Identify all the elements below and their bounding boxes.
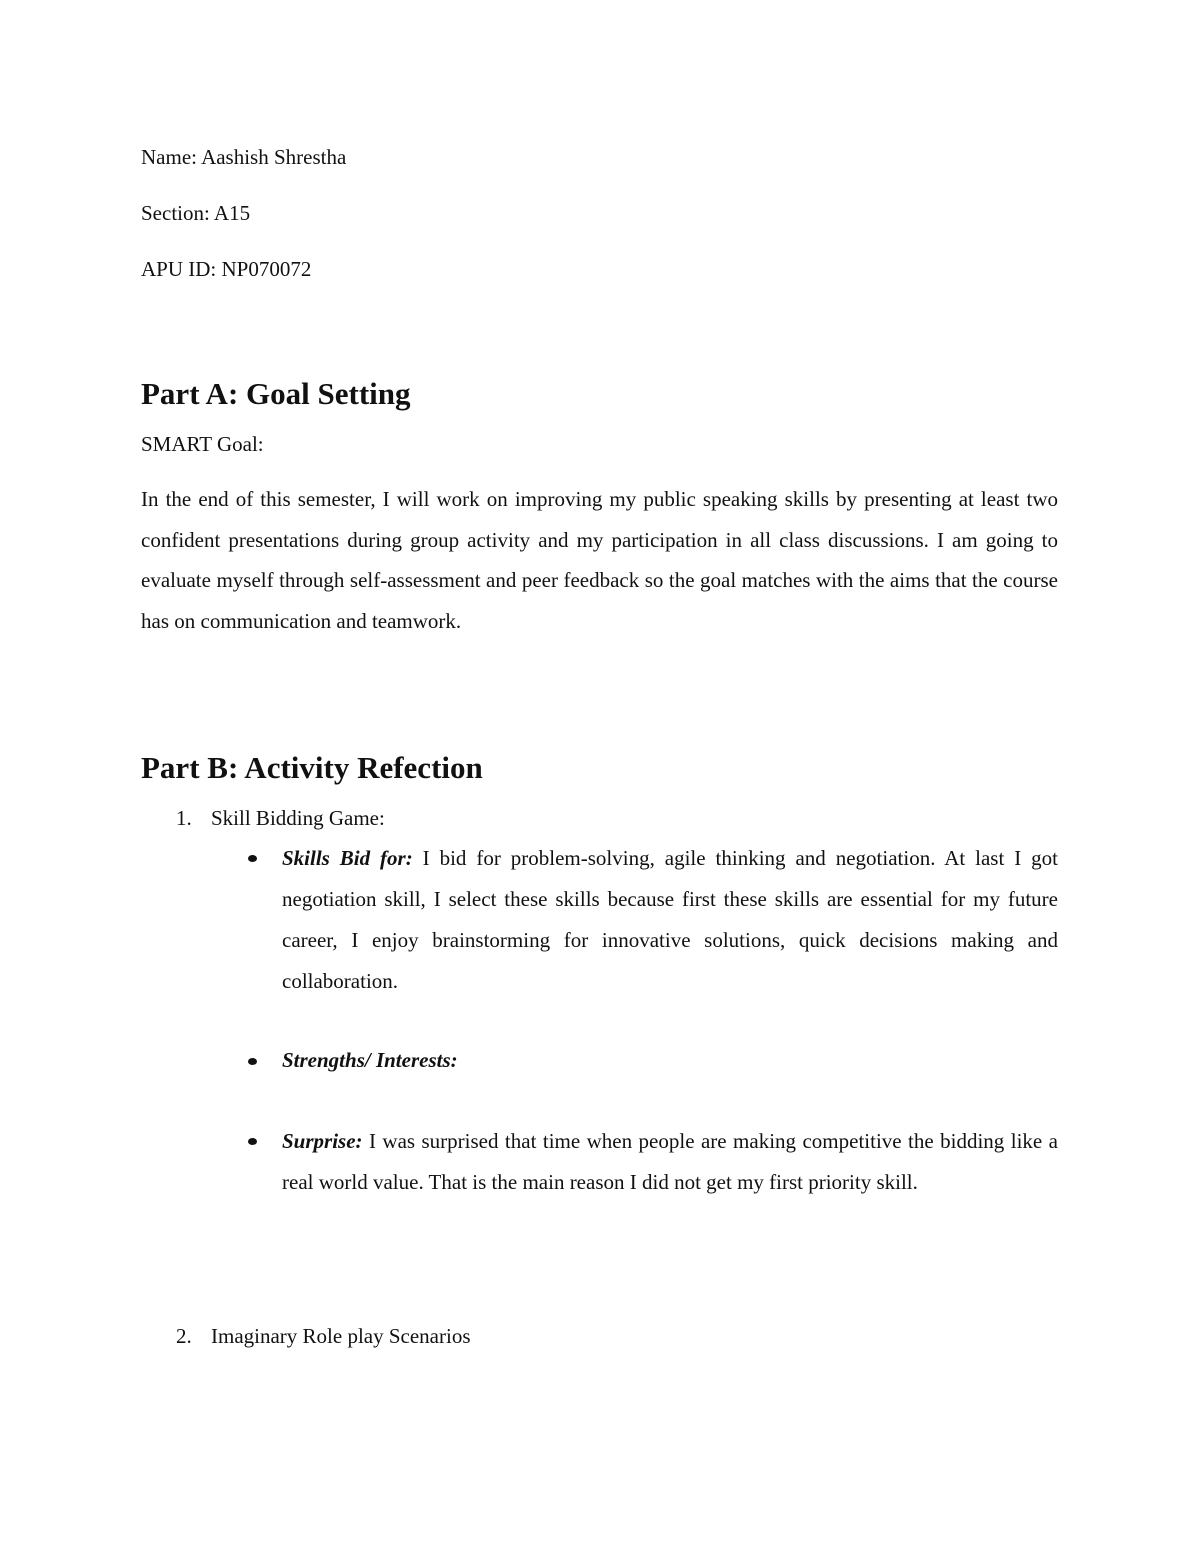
bullet-icon <box>248 1058 257 1065</box>
smart-goal-label: SMART Goal: <box>141 432 264 456</box>
list-number: 1. <box>176 806 192 830</box>
student-section: Section: A15 <box>141 201 251 225</box>
bullet-body: I bid for problem-solving, agile thinking and negotiation. At last I got negotiation skill, I select these skills because first these skills are essential for my future career, I enjoy brainstorming for innovative solutions, quick decisions making and collaboration. <box>282 846 1059 993</box>
student-name: Name: Aashish Shrestha <box>141 145 347 169</box>
list-number: 2. <box>176 1324 192 1348</box>
bullet-strengths-interests <box>282 1040 1058 1081</box>
bullet-body: I was surprised that time when people are making competitive the bidding like a real world value. That is the main reason I did not get my first priority skill. <box>282 1129 1058 1194</box>
smart-goal-paragraph: In the end of this semester, I will work on improving my public speaking skills by presenting at least two confident presentations during group activity and my participation in all class discussions. I am going to evaluate myself through self-assessment and peer feedback so the goal matches with the aims that the course has on communication and teamwork. <box>141 487 1058 633</box>
bullet-surprise <box>282 1121 1058 1203</box>
bullet-skills-bid-for <box>282 838 1058 1002</box>
bullet-label: Strengths/ Interests: <box>282 1048 458 1072</box>
list-item-role-play <box>176 1324 471 1348</box>
bullet-icon <box>248 855 257 862</box>
bullet-label: Skills Bid for: <box>282 846 413 870</box>
bullet-label: Surprise: <box>282 1129 363 1153</box>
list-item-title: Skill Bidding Game: <box>211 806 385 830</box>
part-b-heading: Part B: Activity Refection <box>141 750 483 785</box>
part-a-heading: Part A: Goal Setting <box>141 376 411 411</box>
student-apu-id: APU ID: NP070072 <box>141 257 312 281</box>
list-item-title: Imaginary Role play Scenarios <box>211 1324 471 1348</box>
bullet-icon <box>248 1138 257 1145</box>
list-item-skill-bidding <box>176 806 385 830</box>
